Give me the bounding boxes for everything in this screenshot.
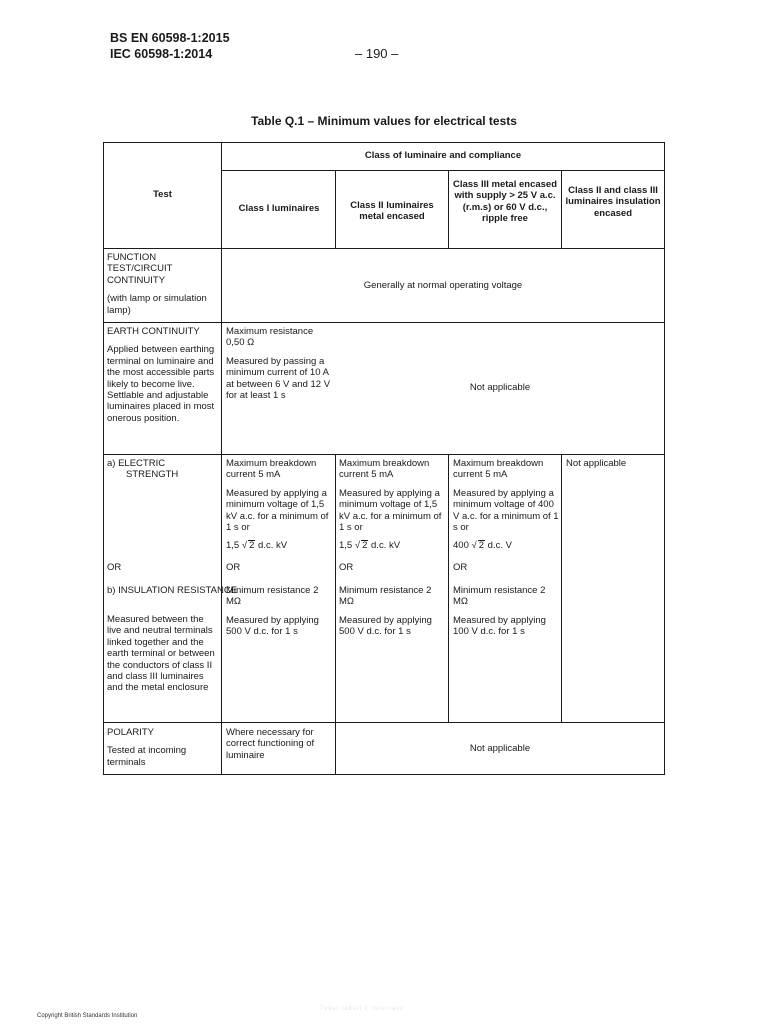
class1-insulation-method: Measured by applying 500 V d.c. for 1 s (226, 614, 319, 638)
sqrt-symbol: √ 2 (354, 540, 368, 551)
class3-formula (453, 540, 512, 551)
polarity-class1: Where necessary for correct functioning of luminaire (226, 727, 315, 761)
header-group-label: Class of luminaire and compliance (364, 150, 522, 161)
class1-formula-unit: d.c. kV (258, 540, 288, 551)
class2-method: Measured by applying a minimum voltage of 1,5 kV a.c. for a minimum of 1 s or (339, 487, 442, 534)
class2-formula-unit: d.c. kV (371, 540, 401, 551)
class1-min-resistance: Minimum resistance 2 MΩ (226, 585, 319, 608)
sqrt-symbol: √ 2 (471, 540, 485, 551)
electric-strength-heading (107, 458, 219, 481)
class2-max-breakdown: Maximum breakdown current 5 mA (339, 458, 430, 481)
class1-or: OR (226, 562, 241, 573)
class3-method: Measured by applying a minimum voltage of 400 V a.c. for a minimum of 1 s or (453, 487, 559, 534)
class1-formula-value: 1,5 (226, 540, 240, 551)
electric-strength-class3 (453, 458, 559, 720)
insulation-resistance-heading (107, 585, 238, 596)
table-caption: Table Q.1 – Minimum values for electrical tests (251, 114, 517, 128)
polarity-name: POLARITY (107, 727, 154, 738)
polarity-cell (107, 727, 219, 768)
class3-formula-unit: d.c. V (487, 540, 512, 551)
standard-designation (110, 30, 230, 62)
header-class2-metal: Class II luminaires metal encased (350, 200, 434, 223)
class2-or: OR (339, 562, 354, 573)
class3-insulation-method: Measured by applying 100 V d.c. for 1 s (453, 614, 546, 638)
polarity-not-applicable: Not applicable (469, 743, 531, 754)
class1-formula (226, 540, 287, 551)
sqrt-radicand: 2 (478, 540, 485, 551)
insulation-resistance-description: Measured between the live and neutral terminals linked together and the earth terminal or between the conductors of class II and class III luminaires and the metal enclosure (107, 614, 215, 694)
earth-continuity-description: Applied between earthing terminal on luminaire and the most accessible parts likely to become live. Settlable and adjustable luminaires placed in most onerous position. (107, 344, 215, 424)
earth-continuity-method: Measured by passing a minimum current of 10 A at between 6 V and 12 V for at least 1 s (226, 355, 331, 402)
page-number: – 190 – (355, 46, 399, 61)
function-test-cell (107, 252, 219, 316)
function-test-name: FUNCTION TEST/CIRCUIT CONTINUITY (107, 252, 173, 286)
electric-strength-class2 (339, 458, 446, 720)
iec-standard-number: IEC 60598-1:2014 (110, 47, 213, 61)
sqrt-symbol: √ 2 (241, 540, 255, 551)
header-test: Test (153, 189, 172, 200)
class2-min-resistance: Minimum resistance 2 MΩ (339, 585, 432, 608)
sqrt-radicand: 2 (249, 540, 255, 551)
class1-method: Measured by applying a minimum voltage of 1,5 kV a.c. for a minimum of 1 s or (226, 487, 329, 534)
electric-strength-class23-not-applicable: Not applicable (566, 458, 627, 469)
class2-insulation (339, 585, 446, 638)
electric-strength-class1 (226, 458, 334, 720)
bs-standard-number: BS EN 60598-1:2015 (110, 31, 230, 45)
header-class1: Class I luminaires (238, 203, 320, 214)
label-b: b) (107, 585, 116, 596)
class1-insulation (226, 585, 334, 638)
sqrt-radicand: 2 (362, 540, 368, 551)
earth-continuity-class1 (226, 326, 333, 401)
label-a: a) (107, 458, 116, 469)
function-test-value: Generally at normal operating voltage (363, 280, 523, 291)
faint-watermark: Tekst tabeli z internetu (320, 1006, 404, 1012)
earth-continuity-name: EARTH CONTINUITY (107, 326, 200, 337)
class2-formula (339, 540, 400, 551)
header-class3-metal: Class III metal encased with supply > 25 V a.c. (r.m.s) or 60 V d.c., ripple free (452, 179, 558, 225)
earth-continuity-cell (107, 326, 219, 424)
copyright-notice: Copyright British Standards Institution (37, 1013, 138, 1019)
class3-min-resistance: Minimum resistance 2 MΩ (453, 585, 546, 608)
class3-insulation (453, 585, 559, 638)
electric-strength-name: ELECTRIC STRENGTH (118, 458, 179, 481)
class1-max-breakdown: Maximum breakdown current 5 mA (226, 458, 317, 481)
earth-continuity-not-applicable: Not applicable (469, 382, 531, 393)
class3-max-breakdown: Maximum breakdown current 5 mA (453, 458, 544, 481)
earth-continuity-max-resistance: Maximum resistance 0,50 Ω (226, 326, 314, 349)
polarity-description: Tested at incoming terminals (107, 745, 187, 768)
class2-insulation-method: Measured by applying 500 V d.c. for 1 s (339, 614, 432, 638)
function-test-note: (with lamp or simulation lamp) (107, 293, 207, 316)
insulation-resistance-name: INSULATION RESISTANCE (118, 585, 238, 596)
class3-or: OR (453, 562, 468, 573)
or-label: OR (107, 562, 122, 573)
class3-formula-value: 400 (453, 540, 469, 551)
class2-formula-value: 1,5 (339, 540, 353, 551)
header-class23-insulation: Class II and class III luminaires insulation encased (565, 185, 661, 219)
